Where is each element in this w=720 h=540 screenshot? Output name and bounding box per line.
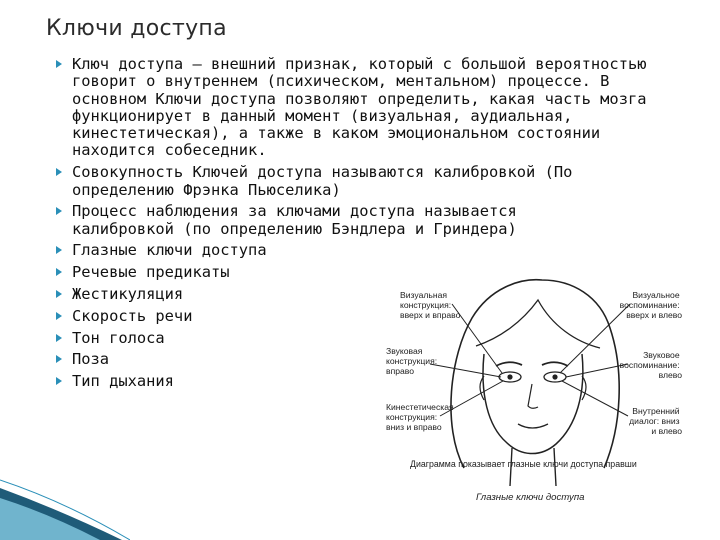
bullet-arrow-icon <box>56 290 62 298</box>
bullet-arrow-icon <box>56 268 62 276</box>
slide-title: Ключи доступа <box>46 16 227 41</box>
bullet-text: Процесс наблюдения за ключами доступа называется калибровкой (по определению Бэндлера и Гриндера) <box>72 202 517 238</box>
bullet-arrow-icon <box>56 355 62 363</box>
left-eyebrow <box>496 362 522 366</box>
bullet-text: Речевые предикаты <box>72 263 230 282</box>
bullet-arrow-icon <box>56 60 62 68</box>
bullet-text: Тон голоса <box>72 328 165 347</box>
label-auditory-recall: Звуковое воспоминание: влево <box>619 350 682 380</box>
bullet-item <box>52 164 672 199</box>
label-visual-construct: Визуальная конструкция: вверх и вправо <box>400 290 461 320</box>
label-internal-dialogue: Внутренний диалог: вниз и влево <box>629 406 682 436</box>
bullet-arrow-icon <box>56 334 62 342</box>
eye-accessing-cues-diagram <box>372 276 700 520</box>
pointer-line <box>562 381 628 416</box>
bullet-text: Совокупность Ключей доступа называются калибровкой (По определению Фрэнка Пьюселика) <box>72 163 573 199</box>
mouth <box>518 424 548 428</box>
hair-outline <box>451 280 619 468</box>
label-kinesthetic-construct: Кинестетическая конструкция: вниз и вправо <box>386 402 454 432</box>
diagram-note: Диаграмма показывает глазные ключи доступа правши <box>410 459 637 469</box>
right-eyebrow <box>542 362 568 366</box>
bullet-text: Ключ доступа — внешний признак, который с большой вероятностью говорит о внутреннем (психическом, ментальном) процессе. В основном Ключи доступа позволяют определить, какая часть мозга функционирует в данный момент (визуальная, аудиальная, кинестетическая), а также в каком эмоциональном состоянии находится собеседник. <box>72 55 647 160</box>
label-auditory-construct: Звуковая конструкция: вправо <box>386 346 438 376</box>
bullet-arrow-icon <box>56 312 62 320</box>
label-visual-recall: Визуальное воспоминание: вверх и влево <box>619 290 682 320</box>
corner-decoration <box>0 440 130 540</box>
bullet-arrow-icon <box>56 377 62 385</box>
nose <box>528 384 538 408</box>
bullet-arrow-icon <box>56 207 62 215</box>
bullet-text: Скорость речи <box>72 306 193 325</box>
diagram-caption: Глазные ключи доступа <box>476 492 585 503</box>
bullet-text: Жестикуляция <box>72 285 184 304</box>
pointer-line <box>430 364 501 377</box>
hair-bangs <box>476 300 600 348</box>
bullet-text: Тип дыхания <box>72 372 174 391</box>
bullet-item <box>52 56 672 160</box>
corner-wave-light <box>0 498 100 540</box>
bullet-arrow-icon <box>56 246 62 254</box>
bullet-item <box>52 242 672 259</box>
left-pupil <box>507 374 512 379</box>
face-outline <box>483 354 583 454</box>
right-pupil <box>552 374 557 379</box>
bullet-item <box>52 203 592 238</box>
bullet-text: Поза <box>72 350 110 369</box>
bullet-text: Глазные ключи доступа <box>72 241 267 260</box>
bullet-arrow-icon <box>56 168 62 176</box>
face-diagram-svg <box>372 276 700 516</box>
